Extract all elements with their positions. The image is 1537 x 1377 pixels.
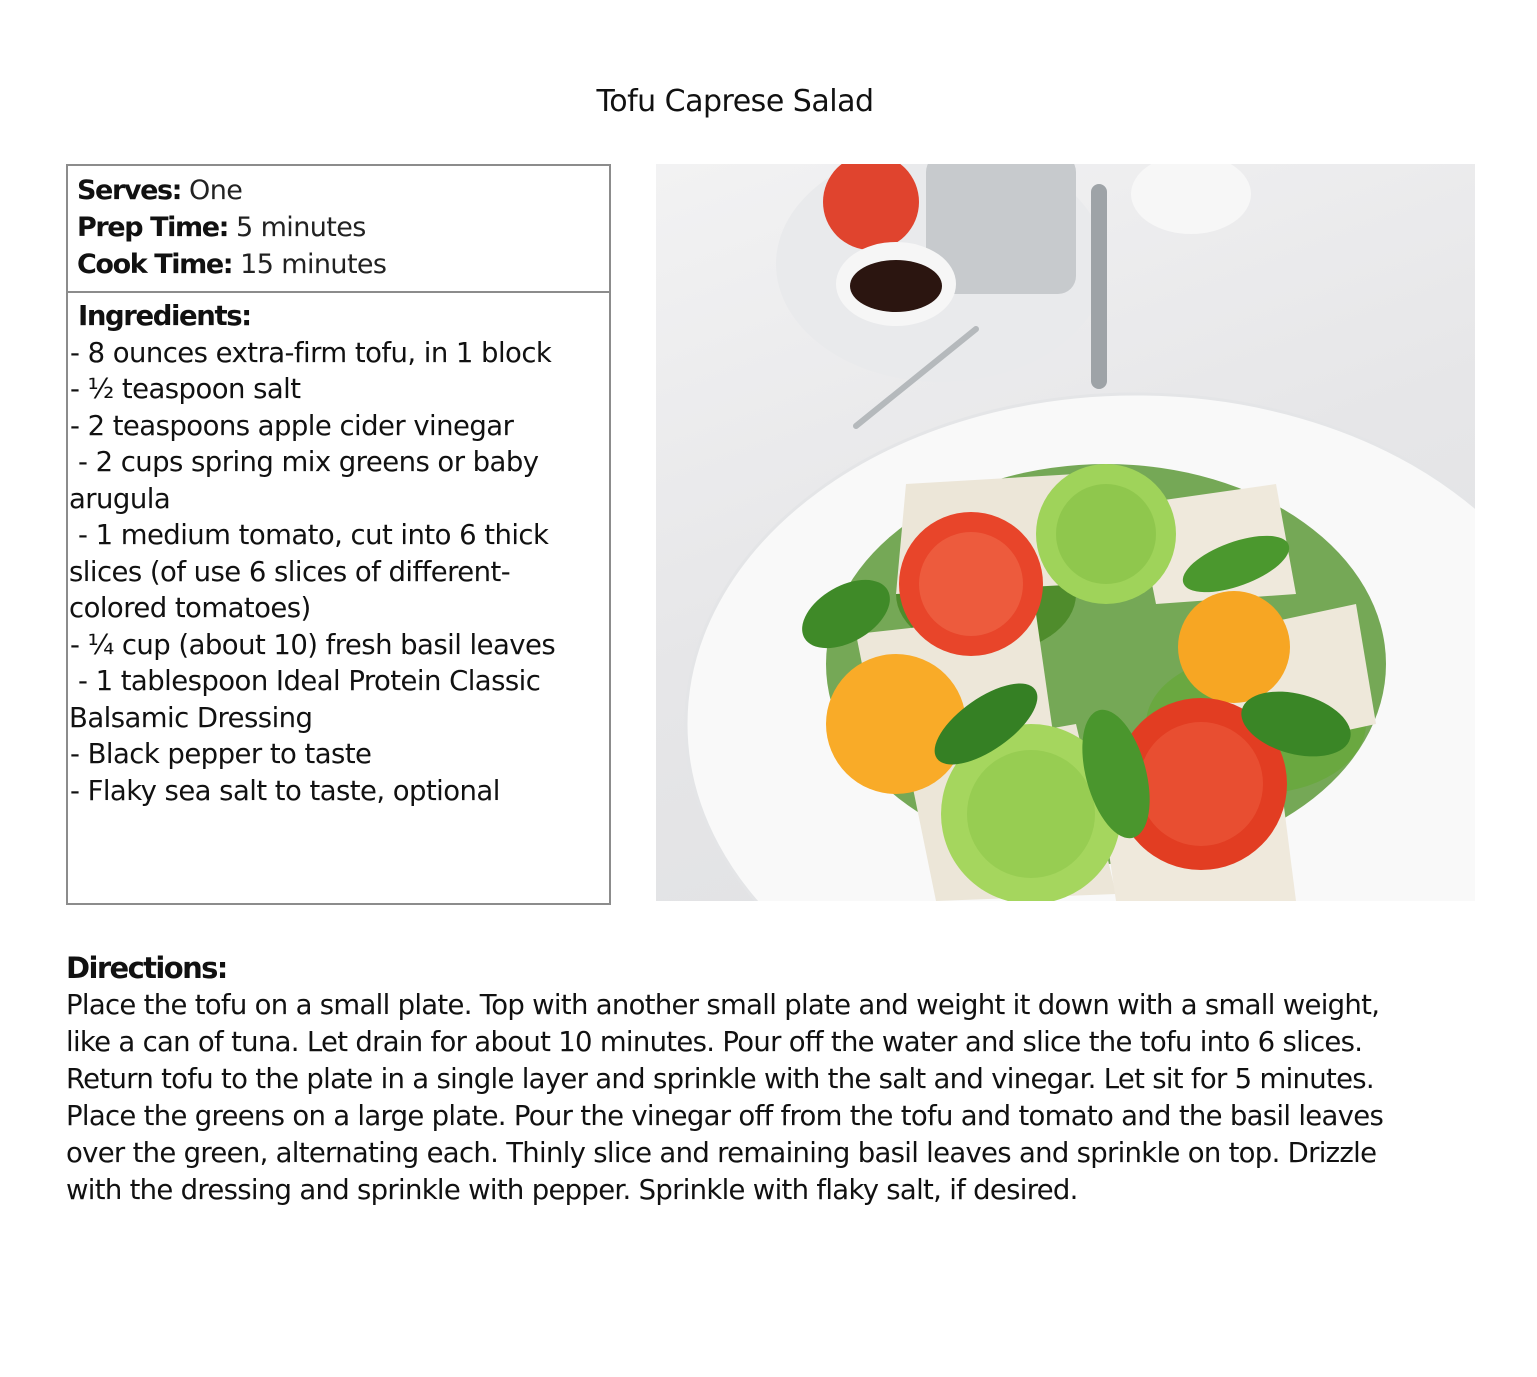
directions-section bbox=[66, 950, 1426, 1209]
recipe-meta bbox=[68, 166, 609, 293]
ingredient-item: - 1 medium tomato, cut into 6 thick slices (of use 6 slices of different-colored tomatoes) bbox=[69, 519, 549, 624]
salad-photo bbox=[656, 164, 1475, 901]
ingredient-item: - 8 ounces extra-firm tofu, in 1 block bbox=[70, 336, 552, 369]
salad-illustration bbox=[656, 164, 1475, 901]
direction-step: Place the tofu on a small plate. Top with another small plate and weight it down with a small weight, like a can of tuna. Let drain for about 10 minutes. Pour off the water and slice the tofu into 6 slices. Return tofu to the plate in a single layer and sprinkle with the salt and vinegar. Let sit for 5 minutes. bbox=[66, 989, 1380, 1095]
directions-heading: Directions: bbox=[66, 951, 227, 985]
prep-time-value: 5 minutes bbox=[236, 212, 366, 243]
ingredients-heading: Ingredients: bbox=[78, 300, 251, 332]
serves-row bbox=[77, 172, 601, 209]
ingredient-item: - 2 teaspoons apple cider vinegar bbox=[70, 409, 514, 442]
ingredient-item: - Black pepper to taste bbox=[70, 738, 372, 770]
ingredients-section bbox=[68, 293, 609, 809]
recipe-info-box bbox=[66, 164, 611, 905]
serves-label: Serves: bbox=[77, 175, 182, 206]
cook-time-value: 15 minutes bbox=[240, 249, 387, 280]
cook-time-row bbox=[77, 246, 601, 283]
ingredient-item: - 2 cups spring mix greens or baby arugula bbox=[69, 446, 539, 515]
ingredient-item: - ¼ cup (about 10) fresh basil leaves bbox=[70, 628, 556, 661]
direction-step: Place the greens on a large plate. Pour the vinegar off from the tofu and tomato and the basil leaves over the green, alternating each. Thinly slice and remaining basil leaves and sprinkle on top. Drizzle with the dressing and sprinkle with pepper. Sprinkle with flaky salt, if desired. bbox=[66, 1100, 1384, 1206]
ingredient-item: - ½ teaspoon salt bbox=[70, 373, 301, 405]
prep-time-label: Prep Time: bbox=[77, 212, 229, 243]
cook-time-label: Cook Time: bbox=[77, 249, 233, 280]
ingredient-item: - Flaky sea salt to taste, optional bbox=[70, 774, 500, 807]
prep-time-row bbox=[77, 209, 601, 246]
recipe-title: Tofu Caprese Salad bbox=[596, 84, 874, 119]
ingredient-item: - 1 tablespoon Ideal Protein Classic Balsamic Dressing bbox=[69, 665, 541, 734]
serves-value: One bbox=[189, 175, 243, 206]
